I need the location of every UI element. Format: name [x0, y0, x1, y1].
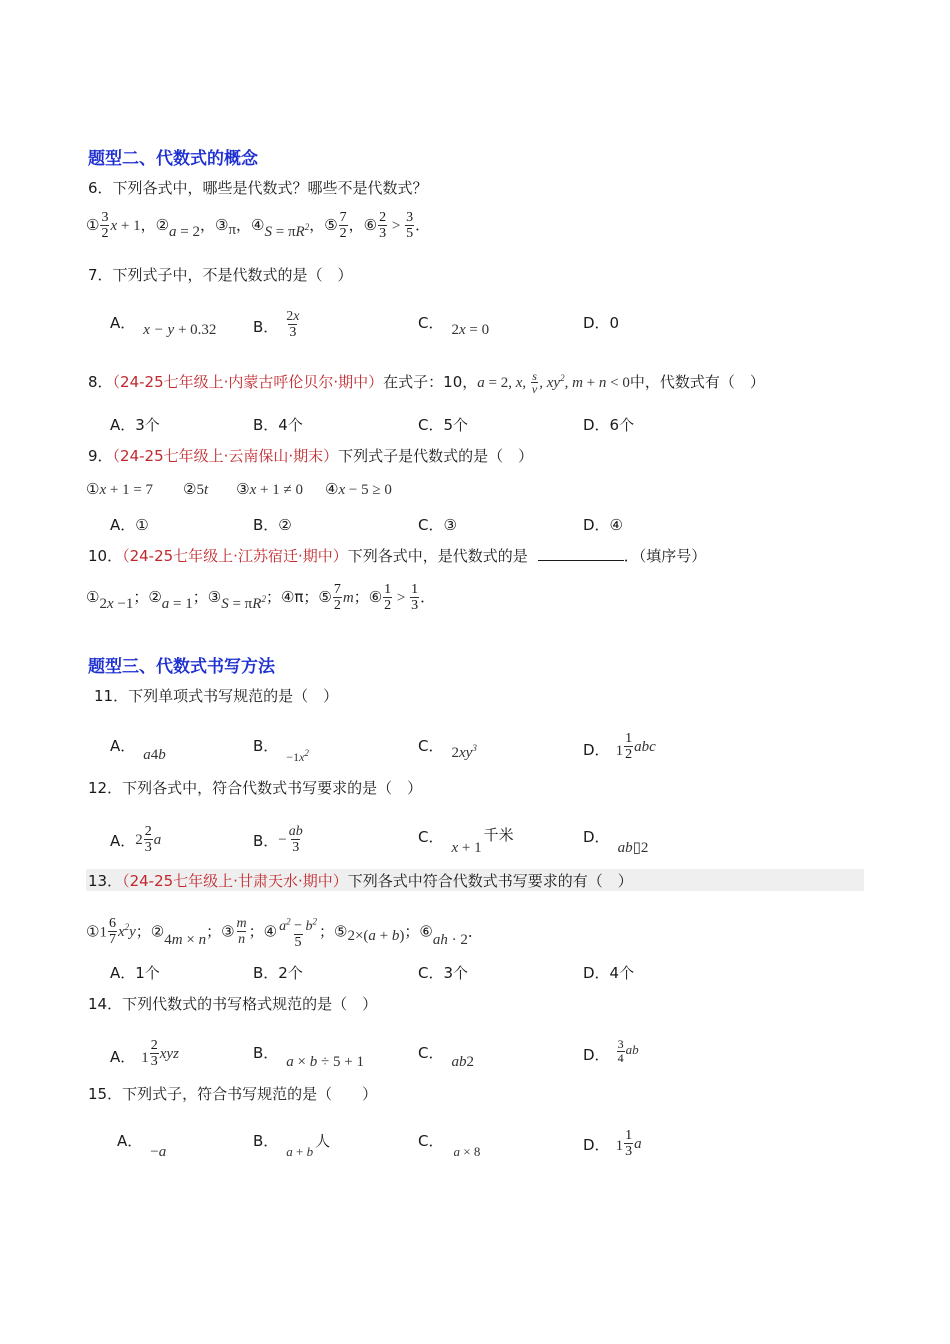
math: x: [515, 375, 523, 391]
question-8-stem: [88, 368, 765, 395]
math: + 1 = 7: [106, 482, 154, 498]
q15-option-d[interactable]: [583, 1128, 642, 1161]
math: x: [249, 482, 257, 498]
math: $R^2$: [295, 222, 310, 240]
answer-blank[interactable]: [538, 546, 624, 561]
question-number: 13．: [88, 872, 123, 890]
circled-4: ④: [325, 480, 339, 498]
math: $\frac{s}{v}$: [531, 369, 538, 396]
math: $\frac{1}{2}$: [625, 731, 633, 762]
math: a: [153, 832, 162, 848]
math: S: [264, 224, 272, 240]
math: m: [171, 932, 183, 949]
q13-option-c[interactable]: C．3个: [418, 964, 469, 982]
math: −1: [286, 750, 300, 764]
math: −1: [113, 596, 134, 612]
math: >: [388, 218, 405, 234]
math: m: [342, 590, 354, 606]
circled-1: ①: [86, 480, 100, 498]
math: +: [292, 1144, 307, 1159]
math: b: [391, 928, 400, 945]
math: ▯2: [632, 840, 649, 856]
section-title-type3: 题型三、代数式书写方法: [88, 657, 275, 677]
math: a: [368, 928, 376, 945]
math: a: [143, 747, 151, 763]
math: = 2,: [484, 375, 516, 391]
math: $\frac{6}{7}$: [108, 916, 116, 948]
circled-5: ，⑤: [309, 216, 338, 234]
option-label: D．: [583, 828, 610, 846]
math: = π: [228, 596, 253, 612]
math: 2: [451, 322, 459, 338]
question-14-stem: 14．下列代数式的书写格式规范的是（ ）: [88, 995, 378, 1013]
question-source: （24-25七年级上·江苏宿迁·期中）: [122, 547, 348, 565]
q9-option-b[interactable]: B．②: [253, 516, 292, 534]
circled-3: ；③: [206, 922, 235, 941]
math: $\frac{2}{3}$: [379, 210, 387, 241]
question-6-stem: 6．下列各式中，哪些是代数式？哪些不是代数式？: [88, 179, 428, 197]
math: $x^2y$: [117, 922, 136, 941]
question-text: 在式子：10，: [383, 373, 478, 391]
math: x: [338, 482, 346, 498]
math: m: [572, 375, 583, 391]
math: +: [375, 928, 392, 945]
math: a: [286, 1054, 294, 1070]
circled-1: ①: [86, 922, 100, 941]
math: 2: [451, 745, 459, 761]
math: x − y: [143, 322, 175, 338]
section-title-type2: 题型二、代数式的概念: [88, 149, 258, 169]
option-label: D．: [583, 1136, 610, 1154]
math: · 2: [447, 932, 468, 949]
question-tail: ．（填序号）: [623, 547, 707, 565]
q9-option-d[interactable]: D．④: [583, 516, 623, 534]
math: 5: [196, 482, 204, 498]
option-label: B．: [253, 318, 279, 336]
question-11-stem: 11．下列单项式书写规范的是（ ）: [94, 687, 339, 705]
math: $\frac{3}{5}$: [406, 210, 414, 241]
option-label: A．: [110, 1048, 136, 1066]
q15-option-a[interactable]: [117, 1130, 167, 1160]
option-label: B．: [253, 1132, 279, 1150]
math: abc: [634, 739, 656, 755]
question-source: （24-25七年级上·内蒙古呼伦贝尔·期中）: [112, 373, 384, 391]
math: = 0: [465, 322, 490, 338]
option-label: B．: [253, 737, 279, 755]
math: x: [99, 482, 107, 498]
circled-2: ，②: [140, 216, 170, 234]
math: x: [106, 596, 114, 612]
q12-option-b[interactable]: [253, 826, 305, 857]
q12-option-a[interactable]: [110, 826, 161, 857]
circled-1: ①: [86, 588, 100, 606]
math: $\frac{3}{4}$: [617, 1037, 624, 1065]
option-label: B．: [253, 1044, 279, 1062]
math: = 2: [176, 224, 201, 240]
math: ÷ 5 + 1: [317, 1054, 364, 1070]
math: + 1: [458, 840, 482, 856]
math: n: [598, 375, 607, 391]
math: $R^2$: [252, 594, 266, 612]
unit-text: 人: [315, 1132, 331, 1150]
math: 1: [615, 743, 624, 759]
math: xyz: [159, 1046, 179, 1062]
math: 1: [99, 924, 107, 941]
math: ): [399, 928, 405, 945]
math: +: [582, 375, 599, 391]
question-13-stem: [88, 871, 633, 891]
question-number: 9．: [88, 447, 113, 465]
q14-option-a[interactable]: [110, 1038, 179, 1073]
question-source: （24-25七年级上·云南保山·期末）: [112, 447, 339, 465]
math: $\frac{2}{3}$: [150, 1038, 158, 1069]
q8-option-a[interactable]: A．3个: [110, 416, 160, 434]
math: t: [204, 482, 209, 498]
math: $\frac{1}{2}$: [384, 582, 392, 613]
question-text: 下列各式中符合代数式书写要求的有（ ）: [347, 872, 633, 890]
math: = 1: [169, 596, 193, 612]
q11-option-b[interactable]: [253, 735, 309, 764]
math: $\frac{2x}{3}$: [286, 309, 300, 340]
q8-option-b[interactable]: B．4个: [253, 416, 303, 434]
q11-option-d[interactable]: [583, 731, 656, 766]
math: ab: [451, 1054, 467, 1070]
math: $\frac{7}{2}$: [333, 582, 341, 613]
math: a: [477, 375, 485, 391]
math: −: [278, 832, 287, 848]
math: 1: [615, 1138, 624, 1154]
period: ．: [467, 922, 483, 941]
math: $\frac{a^2 - b^2}{5}$: [279, 916, 317, 950]
math: $\frac{m}{n}$: [236, 916, 247, 948]
math: b: [309, 1054, 318, 1070]
math: 2: [466, 1054, 474, 1070]
math: x: [451, 840, 459, 856]
circled-4: ；④: [248, 922, 278, 941]
option-label: C．: [418, 1044, 444, 1062]
math: ah: [432, 932, 448, 949]
math: −: [150, 1144, 159, 1160]
option-label: A．: [117, 1132, 143, 1150]
math: + 1: [117, 218, 141, 234]
math: $\frac{1}{3}$: [625, 1128, 633, 1159]
math: ab: [625, 1042, 639, 1057]
math: ab: [617, 840, 633, 856]
circled-3: ；③: [192, 588, 222, 606]
q9-option-c[interactable]: C．③: [418, 516, 457, 534]
q7-option-a[interactable]: [110, 312, 217, 338]
math: ,: [539, 375, 547, 391]
math: × 8: [459, 1144, 481, 1159]
math: ,: [564, 375, 573, 391]
math: = π: [272, 224, 296, 240]
math: x2: [299, 748, 309, 764]
question-text: 下列式子是代数式的是（ ）: [338, 447, 534, 465]
question-9-expressions: [86, 479, 392, 500]
math: a: [453, 1144, 460, 1159]
circled-3: ，③: [200, 216, 229, 234]
math: S: [221, 596, 229, 612]
circled-3: ③: [236, 480, 250, 498]
circled-4: ，④: [236, 216, 265, 234]
q15-option-b[interactable]: [253, 1130, 331, 1159]
math: a: [286, 1144, 293, 1159]
option-label: B．: [253, 832, 279, 850]
math: b: [158, 747, 166, 763]
circled-6: ，⑥: [348, 216, 378, 234]
question-number: 10．: [88, 547, 123, 565]
math: a: [169, 224, 177, 240]
question-7-stem: 7．下列式子中，不是代数式的是（ ）: [88, 266, 353, 284]
q7-option-b[interactable]: [253, 309, 300, 343]
math: < 0: [606, 375, 630, 391]
circled-6: ；⑥: [404, 922, 433, 941]
q7-option-c[interactable]: [418, 312, 490, 338]
math: ×: [182, 932, 199, 949]
option-label: D．: [583, 1046, 610, 1064]
question-10-expressions: [86, 582, 435, 613]
question-10-stem: [88, 546, 706, 566]
option-label: C．: [418, 1132, 444, 1150]
math: π: [228, 222, 237, 238]
math: 2: [135, 832, 143, 848]
math: ×: [293, 1054, 310, 1070]
question-number: 8．: [88, 373, 113, 391]
math: a: [161, 596, 170, 612]
option-label: C．: [418, 314, 444, 332]
unit-text: 千米: [483, 826, 514, 844]
question-12-stem: 12．下列各式中，符合代数式书写要求的是（ ）: [88, 779, 423, 797]
q11-option-a[interactable]: [110, 735, 166, 763]
period: ．: [415, 216, 431, 234]
question-15-stem: 15．下列式子，符合书写规范的是（ ）: [88, 1085, 378, 1103]
math: x: [110, 218, 118, 234]
option-label: A．: [110, 832, 136, 850]
q14-option-c[interactable]: [418, 1042, 474, 1070]
math: 2: [99, 596, 107, 612]
math: >: [393, 590, 410, 606]
math: $xy^3$: [458, 743, 477, 761]
math: 2×(: [347, 928, 369, 945]
q9-option-a[interactable]: A．①: [110, 516, 149, 534]
option-label: A．: [110, 737, 136, 755]
math: $\frac{2}{3}$: [144, 824, 152, 855]
option-label: C．: [418, 828, 444, 846]
question-tail: 中，代数式有（ ）: [629, 373, 765, 391]
option-label: D．: [583, 741, 610, 759]
math: x: [458, 322, 466, 338]
math: $\frac{7}{2}$: [339, 210, 347, 241]
question-6-expressions: [86, 210, 430, 241]
circled-6: ；⑥: [353, 588, 383, 606]
circled-1: ①: [86, 216, 100, 234]
math: $\frac{ab}{3}$: [288, 824, 303, 855]
q13-option-b[interactable]: B．2个: [253, 964, 303, 982]
q8-option-c[interactable]: C．5个: [418, 416, 469, 434]
math: ,: [522, 375, 530, 391]
q7-option-d[interactable]: D．0: [583, 314, 620, 332]
question-13-expressions: [86, 914, 483, 950]
q13-option-a[interactable]: A．1个: [110, 964, 160, 982]
q14-option-d[interactable]: [583, 1037, 639, 1069]
question-source: （24-25七年级上·甘肃天水·期中）: [122, 872, 348, 890]
q13-option-d[interactable]: D．4个: [583, 964, 635, 982]
period: ．: [420, 588, 436, 606]
circled-5: ；⑤: [319, 922, 348, 941]
circled-4-and-5: ；④π；⑤: [265, 588, 332, 606]
math: $\frac{3}{2}$: [101, 210, 109, 241]
q15-option-c[interactable]: [418, 1130, 481, 1159]
math: $xy^2$: [546, 373, 565, 391]
math: + 0.32: [174, 322, 217, 338]
math: 4: [150, 747, 159, 763]
question-text: 下列各式中，是代数式的是: [347, 547, 528, 565]
option-label: A．: [110, 314, 136, 332]
circled-2: ；②: [135, 922, 165, 941]
math: a: [158, 1144, 167, 1160]
math: − 5 ≥ 0: [345, 482, 392, 498]
question-9-stem: [88, 446, 533, 466]
math: $\frac{1}{3}$: [411, 582, 419, 613]
math: n: [198, 932, 207, 949]
option-label: C．: [418, 737, 444, 755]
math: 4: [164, 932, 172, 949]
q14-option-b[interactable]: [253, 1042, 364, 1070]
q11-option-c[interactable]: [418, 735, 477, 761]
math: 1: [141, 1050, 149, 1066]
math: + 1 ≠ 0: [256, 482, 303, 498]
q12-option-d[interactable]: [583, 826, 649, 856]
math: a: [634, 1136, 642, 1152]
math: b: [306, 1144, 314, 1159]
circled-2: ②: [183, 480, 197, 498]
q12-option-c[interactable]: [418, 826, 514, 856]
q8-option-d[interactable]: D．6个: [583, 416, 635, 434]
circled-2: ；②: [133, 588, 162, 606]
